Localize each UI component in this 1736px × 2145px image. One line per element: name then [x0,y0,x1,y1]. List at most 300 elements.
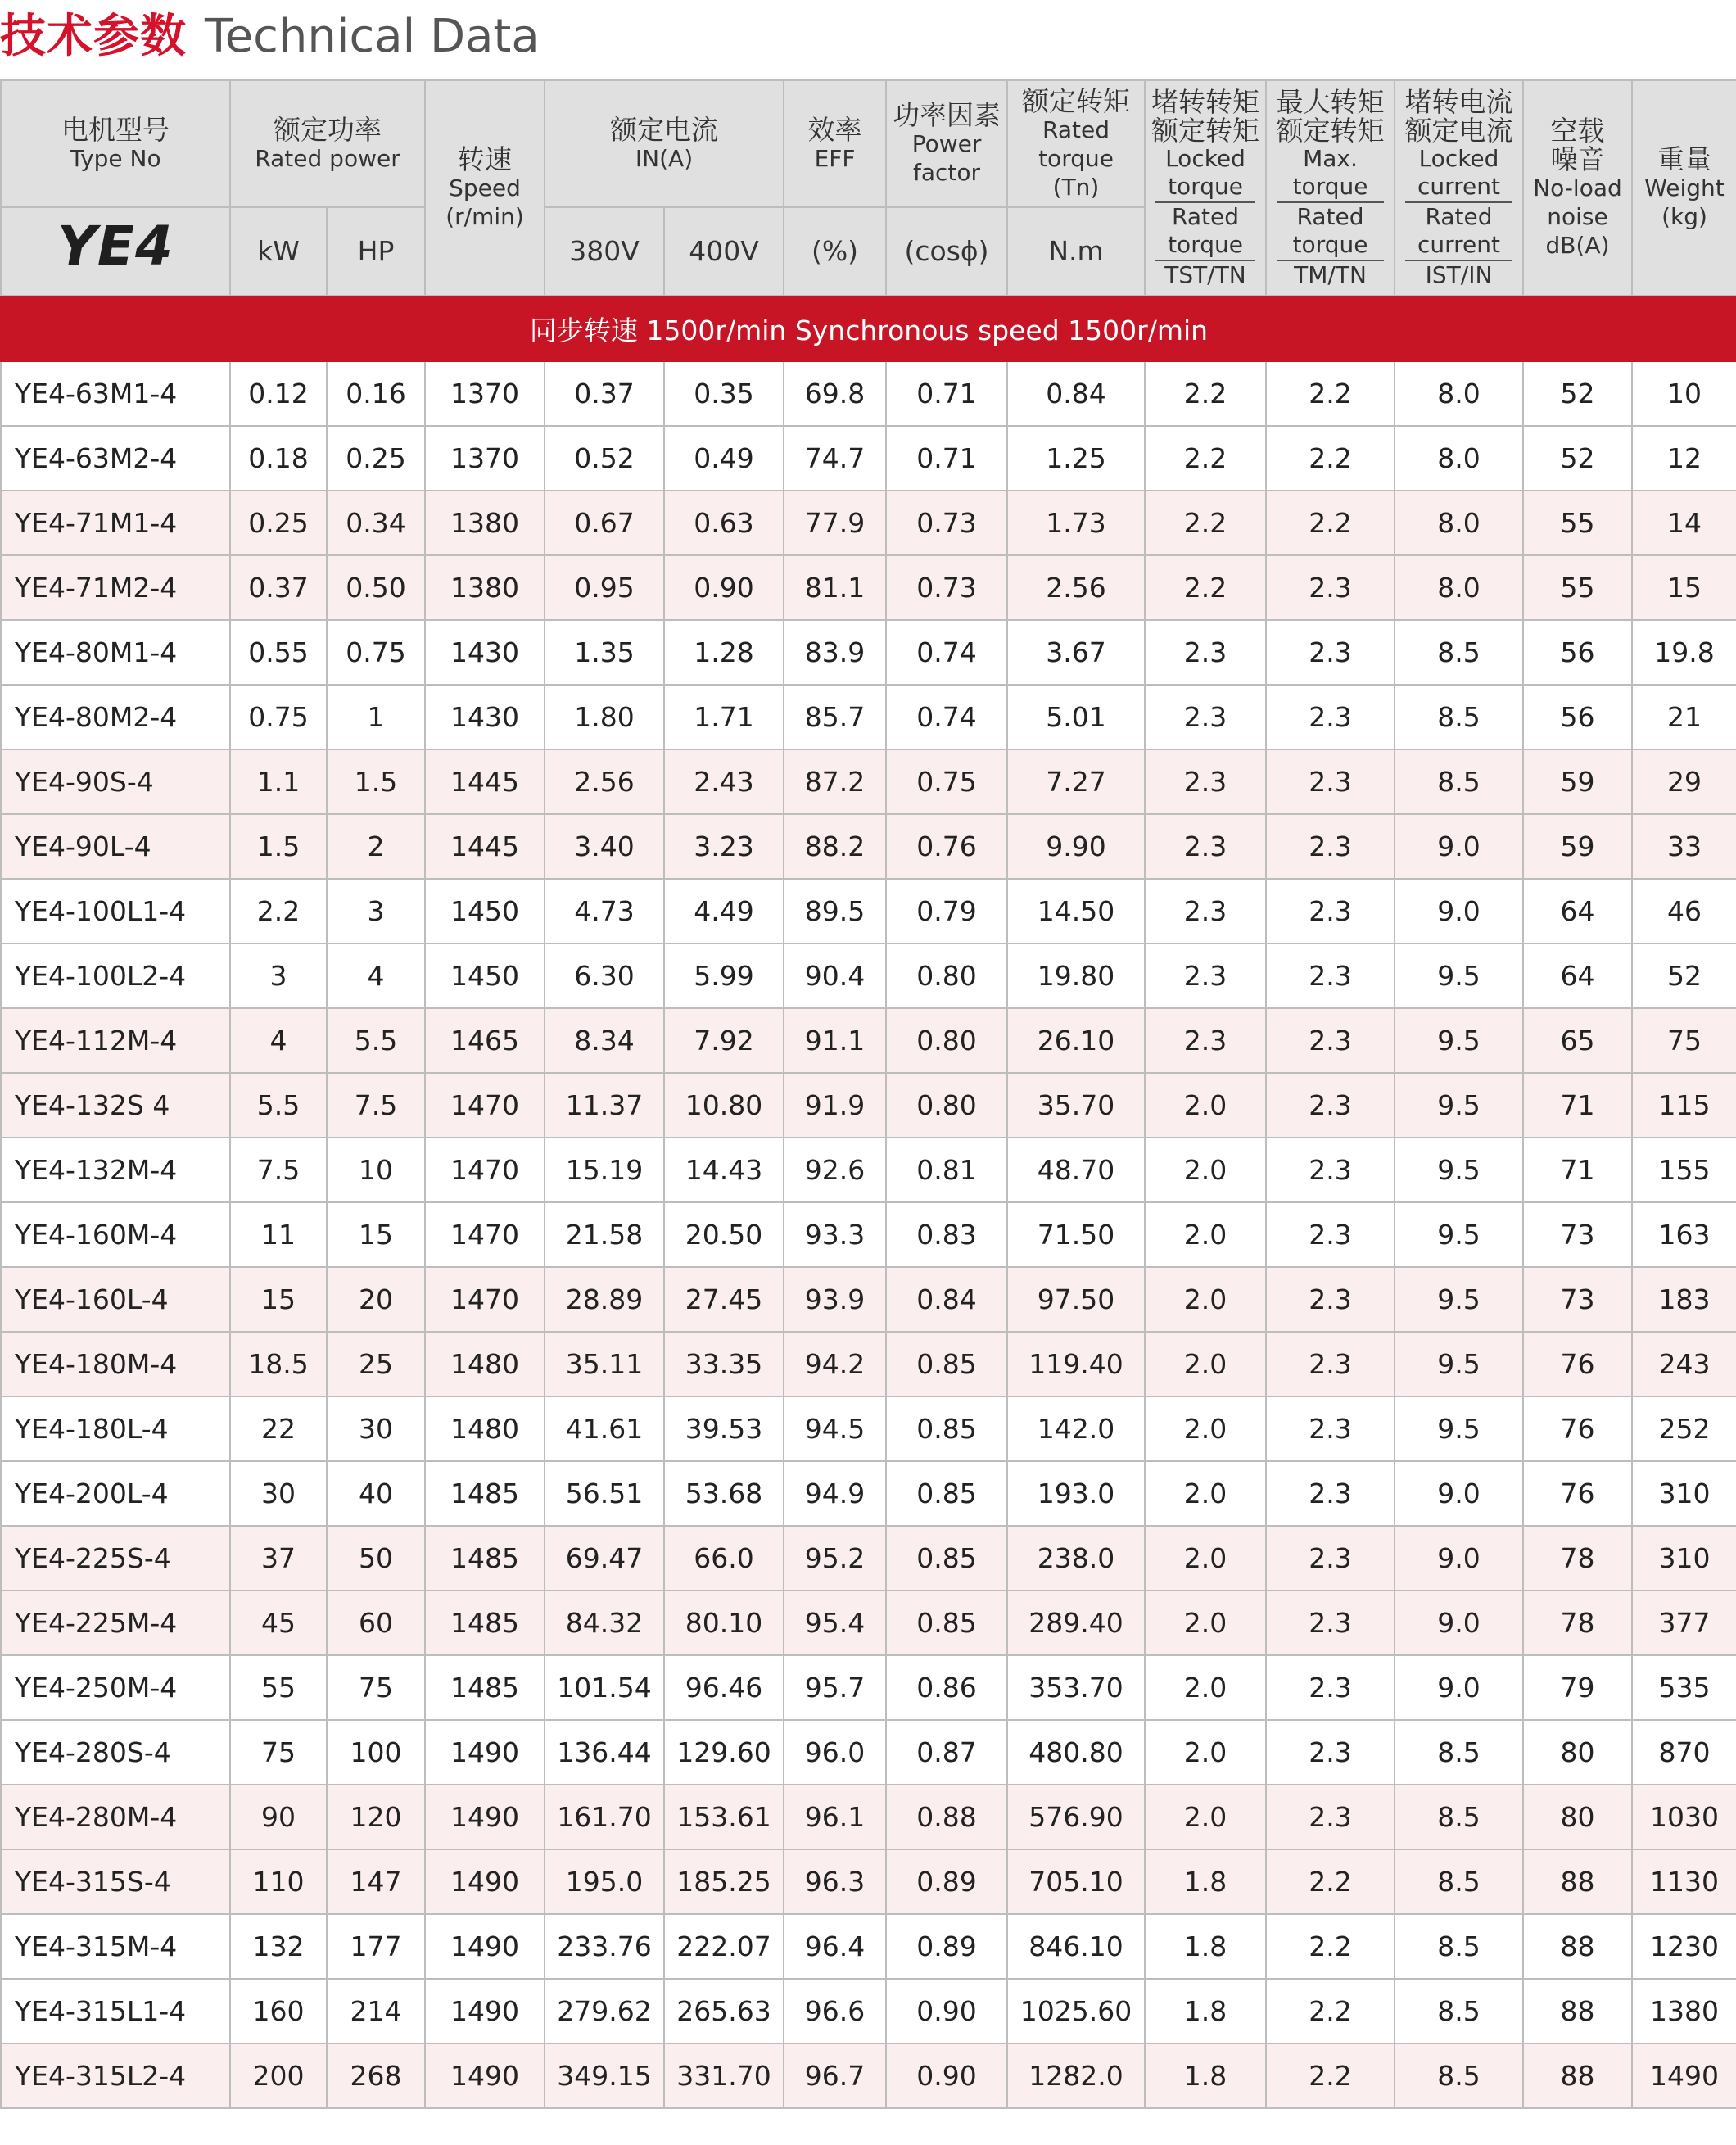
header-power-factor: 功率因素 Power factor [886,80,1007,207]
table-row [1,814,1736,879]
cell-power-kw: 18.5 [230,1332,327,1396]
cell-weight: 52 [1632,944,1736,1008]
cell-weight: 377 [1632,1591,1736,1655]
table-row [1,361,1736,426]
cell-current-380v: 1.80 [545,685,664,749]
cell-rated-torque: 353.70 [1007,1655,1145,1720]
cell-max-torque-ratio: 2.3 [1266,685,1395,749]
cell-weight: 21 [1632,685,1736,749]
cell-locked-current-ratio: 8.0 [1395,491,1523,555]
cell-current-380v: 0.95 [545,555,664,620]
cell-efficiency: 88.2 [784,814,886,879]
cell-speed: 1480 [425,1332,545,1396]
cell-speed: 1490 [425,1720,545,1785]
table-row [1,426,1736,491]
cell-locked-current-ratio: 8.5 [1395,1979,1523,2043]
cell-model: YE4-280S-4 [1,1720,230,1785]
cell-current-400v: 1.28 [664,620,784,685]
cell-weight: 1490 [1632,2043,1736,2108]
cell-current-400v: 2.43 [664,749,784,814]
cell-max-torque-ratio: 2.2 [1266,361,1395,426]
cell-noise: 79 [1523,1655,1632,1720]
cell-efficiency: 92.6 [784,1138,886,1202]
page-title-cn: 技术参数 [0,10,187,63]
cell-locked-torque-ratio: 2.0 [1145,1591,1266,1655]
cell-locked-torque-ratio: 2.0 [1145,1202,1266,1267]
cell-max-torque-ratio: 2.3 [1266,1138,1395,1202]
cell-power-kw: 1.1 [230,749,327,814]
cell-model: YE4-63M1-4 [1,361,230,426]
cell-power-hp: 120 [327,1785,425,1849]
header-unit-hp: HP [327,207,425,296]
cell-locked-torque-ratio: 2.2 [1145,555,1266,620]
cell-rated-torque: 7.27 [1007,749,1145,814]
cell-power-kw: 75 [230,1720,327,1785]
cell-power-kw: 30 [230,1461,327,1526]
cell-rated-torque: 846.10 [1007,1914,1145,1979]
cell-power-factor: 0.87 [886,1720,1007,1785]
header-rated-torque: 额定转矩 Rated torque (Tn) [1007,80,1145,207]
cell-power-hp: 15 [327,1202,425,1267]
cell-efficiency: 87.2 [784,749,886,814]
table-row [1,1979,1736,2043]
header-type-no: 电机型号 Type No [1,80,230,207]
cell-current-400v: 222.07 [664,1914,784,1979]
cell-model: YE4-132S 4 [1,1073,230,1138]
cell-model: YE4-71M2-4 [1,555,230,620]
cell-power-factor: 0.84 [886,1267,1007,1332]
table-row [1,491,1736,555]
cell-speed: 1450 [425,944,545,1008]
cell-rated-torque: 9.90 [1007,814,1145,879]
cell-efficiency: 96.4 [784,1914,886,1979]
cell-speed: 1445 [425,749,545,814]
cell-rated-torque: 97.50 [1007,1267,1145,1332]
cell-power-hp: 7.5 [327,1073,425,1138]
cell-current-380v: 161.70 [545,1785,664,1849]
cell-noise: 78 [1523,1526,1632,1591]
cell-power-factor: 0.80 [886,1073,1007,1138]
cell-power-kw: 0.75 [230,685,327,749]
cell-locked-torque-ratio: 2.0 [1145,1785,1266,1849]
table-row [1,685,1736,749]
cell-power-kw: 200 [230,2043,327,2108]
cell-locked-current-ratio: 8.5 [1395,1849,1523,1914]
cell-max-torque-ratio: 2.3 [1266,944,1395,1008]
cell-power-hp: 1 [327,685,425,749]
cell-efficiency: 95.2 [784,1526,886,1591]
cell-power-factor: 0.74 [886,685,1007,749]
cell-noise: 88 [1523,1979,1632,2043]
cell-power-hp: 30 [327,1396,425,1461]
cell-efficiency: 96.3 [784,1849,886,1914]
cell-current-400v: 66.0 [664,1526,784,1591]
cell-rated-torque: 48.70 [1007,1138,1145,1202]
cell-noise: 64 [1523,879,1632,944]
cell-speed: 1470 [425,1267,545,1332]
cell-max-torque-ratio: 2.2 [1266,491,1395,555]
table-row [1,1720,1736,1785]
cell-current-400v: 7.92 [664,1008,784,1073]
cell-weight: 29 [1632,749,1736,814]
cell-model: YE4-180L-4 [1,1396,230,1461]
cell-weight: 15 [1632,555,1736,620]
cell-current-380v: 15.19 [545,1138,664,1202]
cell-locked-torque-ratio: 2.3 [1145,944,1266,1008]
cell-model: YE4-100L2-4 [1,944,230,1008]
table-row [1,1785,1736,1849]
cell-power-hp: 0.34 [327,491,425,555]
cell-noise: 88 [1523,1914,1632,1979]
table-row [1,620,1736,685]
cell-locked-torque-ratio: 2.0 [1145,1655,1266,1720]
cell-current-400v: 96.46 [664,1655,784,1720]
cell-power-kw: 5.5 [230,1073,327,1138]
cell-speed: 1450 [425,879,545,944]
cell-current-380v: 56.51 [545,1461,664,1526]
cell-model: YE4-225S-4 [1,1526,230,1591]
cell-power-factor: 0.80 [886,944,1007,1008]
cell-locked-current-ratio: 9.5 [1395,1073,1523,1138]
cell-power-kw: 90 [230,1785,327,1849]
cell-current-400v: 10.80 [664,1073,784,1138]
table-row [1,749,1736,814]
cell-current-400v: 4.49 [664,879,784,944]
cell-locked-current-ratio: 9.0 [1395,1526,1523,1591]
cell-noise: 52 [1523,361,1632,426]
cell-locked-torque-ratio: 2.0 [1145,1267,1266,1332]
cell-current-400v: 0.49 [664,426,784,491]
cell-speed: 1430 [425,620,545,685]
cell-weight: 1380 [1632,1979,1736,2043]
cell-current-380v: 69.47 [545,1526,664,1591]
cell-speed: 1485 [425,1526,545,1591]
cell-weight: 870 [1632,1720,1736,1785]
cell-power-factor: 0.75 [886,749,1007,814]
cell-speed: 1485 [425,1461,545,1526]
cell-power-hp: 0.50 [327,555,425,620]
cell-power-kw: 160 [230,1979,327,2043]
cell-locked-current-ratio: 9.5 [1395,1267,1523,1332]
cell-current-400v: 265.63 [664,1979,784,2043]
page-title [0,0,540,79]
cell-noise: 88 [1523,1849,1632,1914]
cell-max-torque-ratio: 2.3 [1266,1396,1395,1461]
cell-locked-current-ratio: 9.5 [1395,1138,1523,1202]
cell-locked-torque-ratio: 1.8 [1145,1914,1266,1979]
cell-locked-torque-ratio: 2.0 [1145,1720,1266,1785]
cell-max-torque-ratio: 2.2 [1266,426,1395,491]
cell-speed: 1370 [425,361,545,426]
cell-current-400v: 53.68 [664,1461,784,1526]
cell-efficiency: 93.9 [784,1267,886,1332]
cell-noise: 56 [1523,620,1632,685]
cell-efficiency: 91.1 [784,1008,886,1073]
cell-max-torque-ratio: 2.2 [1266,1914,1395,1979]
cell-power-kw: 0.18 [230,426,327,491]
cell-locked-current-ratio: 9.5 [1395,1396,1523,1461]
cell-power-kw: 0.37 [230,555,327,620]
cell-locked-current-ratio: 8.5 [1395,1914,1523,1979]
cell-current-400v: 185.25 [664,1849,784,1914]
cell-power-hp: 100 [327,1720,425,1785]
cell-power-hp: 0.25 [327,426,425,491]
table-row [1,1655,1736,1720]
cell-current-400v: 20.50 [664,1202,784,1267]
cell-power-kw: 15 [230,1267,327,1332]
cell-efficiency: 83.9 [784,620,886,685]
cell-power-hp: 214 [327,1979,425,2043]
cell-noise: 56 [1523,685,1632,749]
cell-speed: 1490 [425,2043,545,2108]
cell-model: YE4-71M1-4 [1,491,230,555]
table-row [1,1008,1736,1073]
cell-power-hp: 75 [327,1655,425,1720]
cell-power-hp: 2 [327,814,425,879]
cell-locked-torque-ratio: 1.8 [1145,2043,1266,2108]
cell-locked-torque-ratio: 2.3 [1145,879,1266,944]
cell-current-400v: 153.61 [664,1785,784,1849]
cell-max-torque-ratio: 2.3 [1266,1655,1395,1720]
cell-weight: 535 [1632,1655,1736,1720]
cell-power-hp: 40 [327,1461,425,1526]
cell-max-torque-ratio: 2.3 [1266,1332,1395,1396]
cell-rated-torque: 1025.60 [1007,1979,1145,2043]
cell-weight: 183 [1632,1267,1736,1332]
cell-rated-torque: 1.73 [1007,491,1145,555]
cell-power-hp: 147 [327,1849,425,1914]
cell-locked-torque-ratio: 2.0 [1145,1332,1266,1396]
cell-rated-torque: 5.01 [1007,685,1145,749]
cell-speed: 1485 [425,1591,545,1655]
cell-model: YE4-315S-4 [1,1849,230,1914]
cell-rated-torque: 576.90 [1007,1785,1145,1849]
cell-power-kw: 22 [230,1396,327,1461]
cell-model: YE4-160M-4 [1,1202,230,1267]
table-body [1,361,1736,2108]
table-row [1,1332,1736,1396]
cell-locked-current-ratio: 8.5 [1395,2043,1523,2108]
cell-current-380v: 349.15 [545,2043,664,2108]
header-weight: 重量 Weight (kg) [1632,80,1736,296]
cell-weight: 46 [1632,879,1736,944]
cell-power-factor: 0.73 [886,555,1007,620]
cell-current-380v: 136.44 [545,1720,664,1785]
cell-power-hp: 4 [327,944,425,1008]
cell-model: YE4-225M-4 [1,1591,230,1655]
header-noise: 空载 噪音 No-load noise dB(A) [1523,80,1632,296]
cell-noise: 80 [1523,1785,1632,1849]
cell-efficiency: 90.4 [784,944,886,1008]
cell-locked-current-ratio: 8.5 [1395,1785,1523,1849]
cell-locked-current-ratio: 9.5 [1395,944,1523,1008]
cell-locked-torque-ratio: 2.2 [1145,426,1266,491]
cell-efficiency: 93.3 [784,1202,886,1267]
cell-speed: 1430 [425,685,545,749]
cell-rated-torque: 705.10 [1007,1849,1145,1914]
cell-model: YE4-315M-4 [1,1914,230,1979]
cell-speed: 1470 [425,1073,545,1138]
cell-current-380v: 2.56 [545,749,664,814]
cell-locked-torque-ratio: 2.0 [1145,1396,1266,1461]
table-row [1,1396,1736,1461]
cell-speed: 1470 [425,1138,545,1202]
cell-current-400v: 331.70 [664,2043,784,2108]
cell-efficiency: 96.7 [784,2043,886,2108]
cell-locked-torque-ratio: 2.3 [1145,685,1266,749]
cell-current-400v: 1.71 [664,685,784,749]
cell-locked-torque-ratio: 2.0 [1145,1073,1266,1138]
cell-rated-torque: 289.40 [1007,1591,1145,1655]
cell-locked-current-ratio: 9.0 [1395,1655,1523,1720]
header-unit-380v: 380V [545,207,664,296]
header-unit-nm: N.m [1007,207,1145,296]
cell-model: YE4-100L1-4 [1,879,230,944]
cell-efficiency: 69.8 [784,361,886,426]
cell-model: YE4-180M-4 [1,1332,230,1396]
cell-power-hp: 1.5 [327,749,425,814]
cell-model: YE4-250M-4 [1,1655,230,1720]
cell-locked-current-ratio: 8.5 [1395,620,1523,685]
cell-power-factor: 0.85 [886,1332,1007,1396]
cell-current-400v: 33.35 [664,1332,784,1396]
cell-locked-current-ratio: 9.0 [1395,1591,1523,1655]
cell-current-380v: 35.11 [545,1332,664,1396]
cell-noise: 64 [1523,944,1632,1008]
cell-speed: 1490 [425,1849,545,1914]
cell-power-factor: 0.74 [886,620,1007,685]
cell-power-hp: 50 [327,1526,425,1591]
cell-speed: 1490 [425,1785,545,1849]
cell-max-torque-ratio: 2.3 [1266,879,1395,944]
cell-model: YE4-112M-4 [1,1008,230,1073]
cell-locked-current-ratio: 8.5 [1395,749,1523,814]
table-row [1,2043,1736,2108]
table-row [1,1267,1736,1332]
cell-current-400v: 0.35 [664,361,784,426]
table-row [1,944,1736,1008]
cell-current-400v: 80.10 [664,1591,784,1655]
table-row [1,1526,1736,1591]
cell-power-hp: 0.75 [327,620,425,685]
cell-locked-torque-ratio: 1.8 [1145,1979,1266,2043]
cell-model: YE4-90L-4 [1,814,230,879]
cell-locked-torque-ratio: 1.8 [1145,1849,1266,1914]
cell-weight: 310 [1632,1461,1736,1526]
cell-weight: 19.8 [1632,620,1736,685]
cell-power-kw: 0.25 [230,491,327,555]
cell-model: YE4-280M-4 [1,1785,230,1849]
header-eff: 效率 EFF [784,80,886,207]
cell-locked-torque-ratio: 2.0 [1145,1526,1266,1591]
table-row [1,1138,1736,1202]
cell-weight: 1130 [1632,1849,1736,1914]
cell-power-hp: 20 [327,1267,425,1332]
cell-power-hp: 5.5 [327,1008,425,1073]
cell-locked-torque-ratio: 2.3 [1145,749,1266,814]
cell-efficiency: 91.9 [784,1073,886,1138]
cell-efficiency: 96.0 [784,1720,886,1785]
cell-power-hp: 177 [327,1914,425,1979]
header-model-name: YE4 [1,207,230,296]
cell-noise: 73 [1523,1202,1632,1267]
cell-locked-torque-ratio: 2.3 [1145,1008,1266,1073]
cell-max-torque-ratio: 2.3 [1266,620,1395,685]
cell-power-factor: 0.79 [886,879,1007,944]
table-row [1,1591,1736,1655]
cell-locked-torque-ratio: 2.3 [1145,620,1266,685]
cell-max-torque-ratio: 2.3 [1266,1073,1395,1138]
cell-power-kw: 11 [230,1202,327,1267]
cell-weight: 310 [1632,1526,1736,1591]
cell-current-380v: 195.0 [545,1849,664,1914]
cell-weight: 12 [1632,426,1736,491]
table-row [1,555,1736,620]
cell-speed: 1445 [425,814,545,879]
page-title-en: Technical Data [205,10,540,63]
cell-speed: 1370 [425,426,545,491]
cell-power-hp: 268 [327,2043,425,2108]
cell-efficiency: 77.9 [784,491,886,555]
header-unit-cos: (cosϕ) [886,207,1007,296]
cell-rated-torque: 71.50 [1007,1202,1145,1267]
cell-power-factor: 0.89 [886,1914,1007,1979]
cell-noise: 76 [1523,1461,1632,1526]
cell-power-factor: 0.85 [886,1591,1007,1655]
cell-current-380v: 233.76 [545,1914,664,1979]
cell-efficiency: 96.1 [784,1785,886,1849]
cell-model: YE4-132M-4 [1,1138,230,1202]
header-max-torque: 最大转矩 额定转矩 Max. torque Rated torque TM/TN [1266,80,1395,296]
cell-efficiency: 94.2 [784,1332,886,1396]
cell-model: YE4-90S-4 [1,749,230,814]
cell-power-factor: 0.71 [886,426,1007,491]
cell-current-380v: 41.61 [545,1396,664,1461]
cell-locked-torque-ratio: 2.3 [1145,814,1266,879]
cell-power-kw: 1.5 [230,814,327,879]
cell-locked-current-ratio: 9.5 [1395,1332,1523,1396]
cell-speed: 1380 [425,491,545,555]
cell-locked-current-ratio: 8.0 [1395,361,1523,426]
cell-rated-torque: 0.84 [1007,361,1145,426]
cell-power-kw: 0.12 [230,361,327,426]
cell-power-kw: 3 [230,944,327,1008]
cell-rated-torque: 3.67 [1007,620,1145,685]
cell-power-factor: 0.89 [886,1849,1007,1914]
cell-max-torque-ratio: 2.2 [1266,1849,1395,1914]
cell-power-factor: 0.90 [886,2043,1007,2108]
cell-rated-torque: 2.56 [1007,555,1145,620]
cell-current-380v: 101.54 [545,1655,664,1720]
cell-current-400v: 14.43 [664,1138,784,1202]
cell-noise: 73 [1523,1267,1632,1332]
cell-weight: 252 [1632,1396,1736,1461]
cell-locked-current-ratio: 9.0 [1395,879,1523,944]
cell-noise: 71 [1523,1073,1632,1138]
cell-max-torque-ratio: 2.3 [1266,1008,1395,1073]
cell-power-factor: 0.85 [886,1396,1007,1461]
header-unit-eff: (%) [784,207,886,296]
cell-rated-torque: 119.40 [1007,1332,1145,1396]
table-header [1,80,1736,296]
cell-locked-current-ratio: 8.0 [1395,555,1523,620]
cell-model: YE4-160L-4 [1,1267,230,1332]
cell-power-hp: 60 [327,1591,425,1655]
cell-power-factor: 0.71 [886,361,1007,426]
cell-current-400v: 5.99 [664,944,784,1008]
cell-model: YE4-200L-4 [1,1461,230,1526]
cell-power-hp: 0.16 [327,361,425,426]
